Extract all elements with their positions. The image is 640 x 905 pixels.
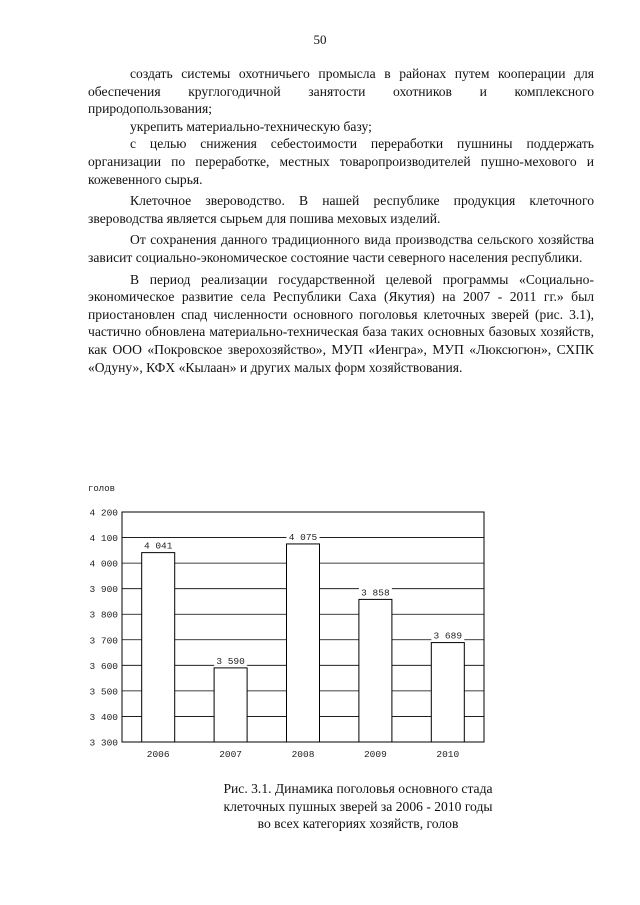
- paragraph: создать системы охотничьего промысла в районах путем кооперации для обеспечения круглогодичной занятости охотников и комплексного природопользования;: [88, 66, 594, 117]
- y-tick-label: 4 000: [89, 558, 118, 570]
- paragraph: укрепить материально-техническую базу;: [130, 118, 372, 134]
- bar: [142, 553, 175, 742]
- body-text: [88, 65, 594, 376]
- bar: [431, 643, 464, 742]
- x-tick-label: 2007: [219, 749, 243, 760]
- value-label: 3 858: [361, 587, 390, 599]
- bar: [214, 668, 247, 742]
- y-tick-label: 3 600: [89, 660, 118, 672]
- bar: [287, 544, 320, 742]
- caption-line: во всех категориях хозяйств, голов: [257, 816, 459, 831]
- chart-svg: [82, 478, 494, 768]
- x-tick-label: 2006: [146, 749, 170, 760]
- y-tick-label: 3 900: [89, 584, 118, 596]
- caption-line: Рис. 3.1. Динамика поголовья основного стада: [223, 781, 493, 796]
- x-tick-label: 2010: [436, 749, 460, 760]
- y-tick-label: 3 400: [89, 711, 118, 723]
- x-tick-label: 2008: [291, 749, 315, 760]
- paragraph: с целью снижения себестоимости переработки пушнины поддержать организации по переработке, местных товаропроизводителей пушно-мехового и кожевенного сырья.: [88, 136, 594, 187]
- bar: [359, 599, 392, 742]
- paragraph: В период реализации государственной целевой программы «Социально-экономическое развитие села Республики Саха (Якутия) на 2007 - 2011 гг.» был приостановлен спад численности основного поголовья клеточных зверей (рис. 3.1), частично обновлена материально-техническая база таких основных базовых хозяйств, как ООО «Покровское зверохозяйство», МУП «Иенгра», МУП «Люксюгюн», СХПК «Одуну», КФХ «Кылаан» и других малых форм хозяйствования.: [88, 271, 594, 375]
- paragraph: Клеточное звероводство. В нашей республике продукция клеточного звероводства является сырьем для пошива меховых изделий.: [88, 193, 594, 226]
- y-tick-label: 4 200: [89, 507, 118, 519]
- x-tick-label: 2009: [363, 749, 387, 760]
- page-number: 50: [313, 32, 327, 47]
- y-tick-label: 3 800: [89, 609, 118, 621]
- value-label: 3 689: [433, 630, 463, 642]
- y-tick-label: 3 300: [89, 737, 118, 749]
- y-tick-label: 4 100: [89, 533, 118, 545]
- value-label: 4 041: [143, 540, 173, 552]
- livestock-bar-chart: [82, 478, 494, 768]
- y-tick-label: 3 500: [89, 686, 118, 698]
- caption-line: клеточных пушных зверей за 2006 - 2010 годы: [223, 798, 493, 814]
- figure-caption: [190, 780, 526, 833]
- paragraph: От сохранения данного традиционного вида производства сельского хозяйства зависит социально-экономическое состояние части северного населения республики.: [88, 232, 594, 265]
- value-label: 3 590: [216, 655, 245, 667]
- value-label: 4 075: [288, 531, 318, 543]
- y-tick-label: 3 700: [89, 635, 118, 647]
- y-axis-label: голов: [88, 484, 116, 494]
